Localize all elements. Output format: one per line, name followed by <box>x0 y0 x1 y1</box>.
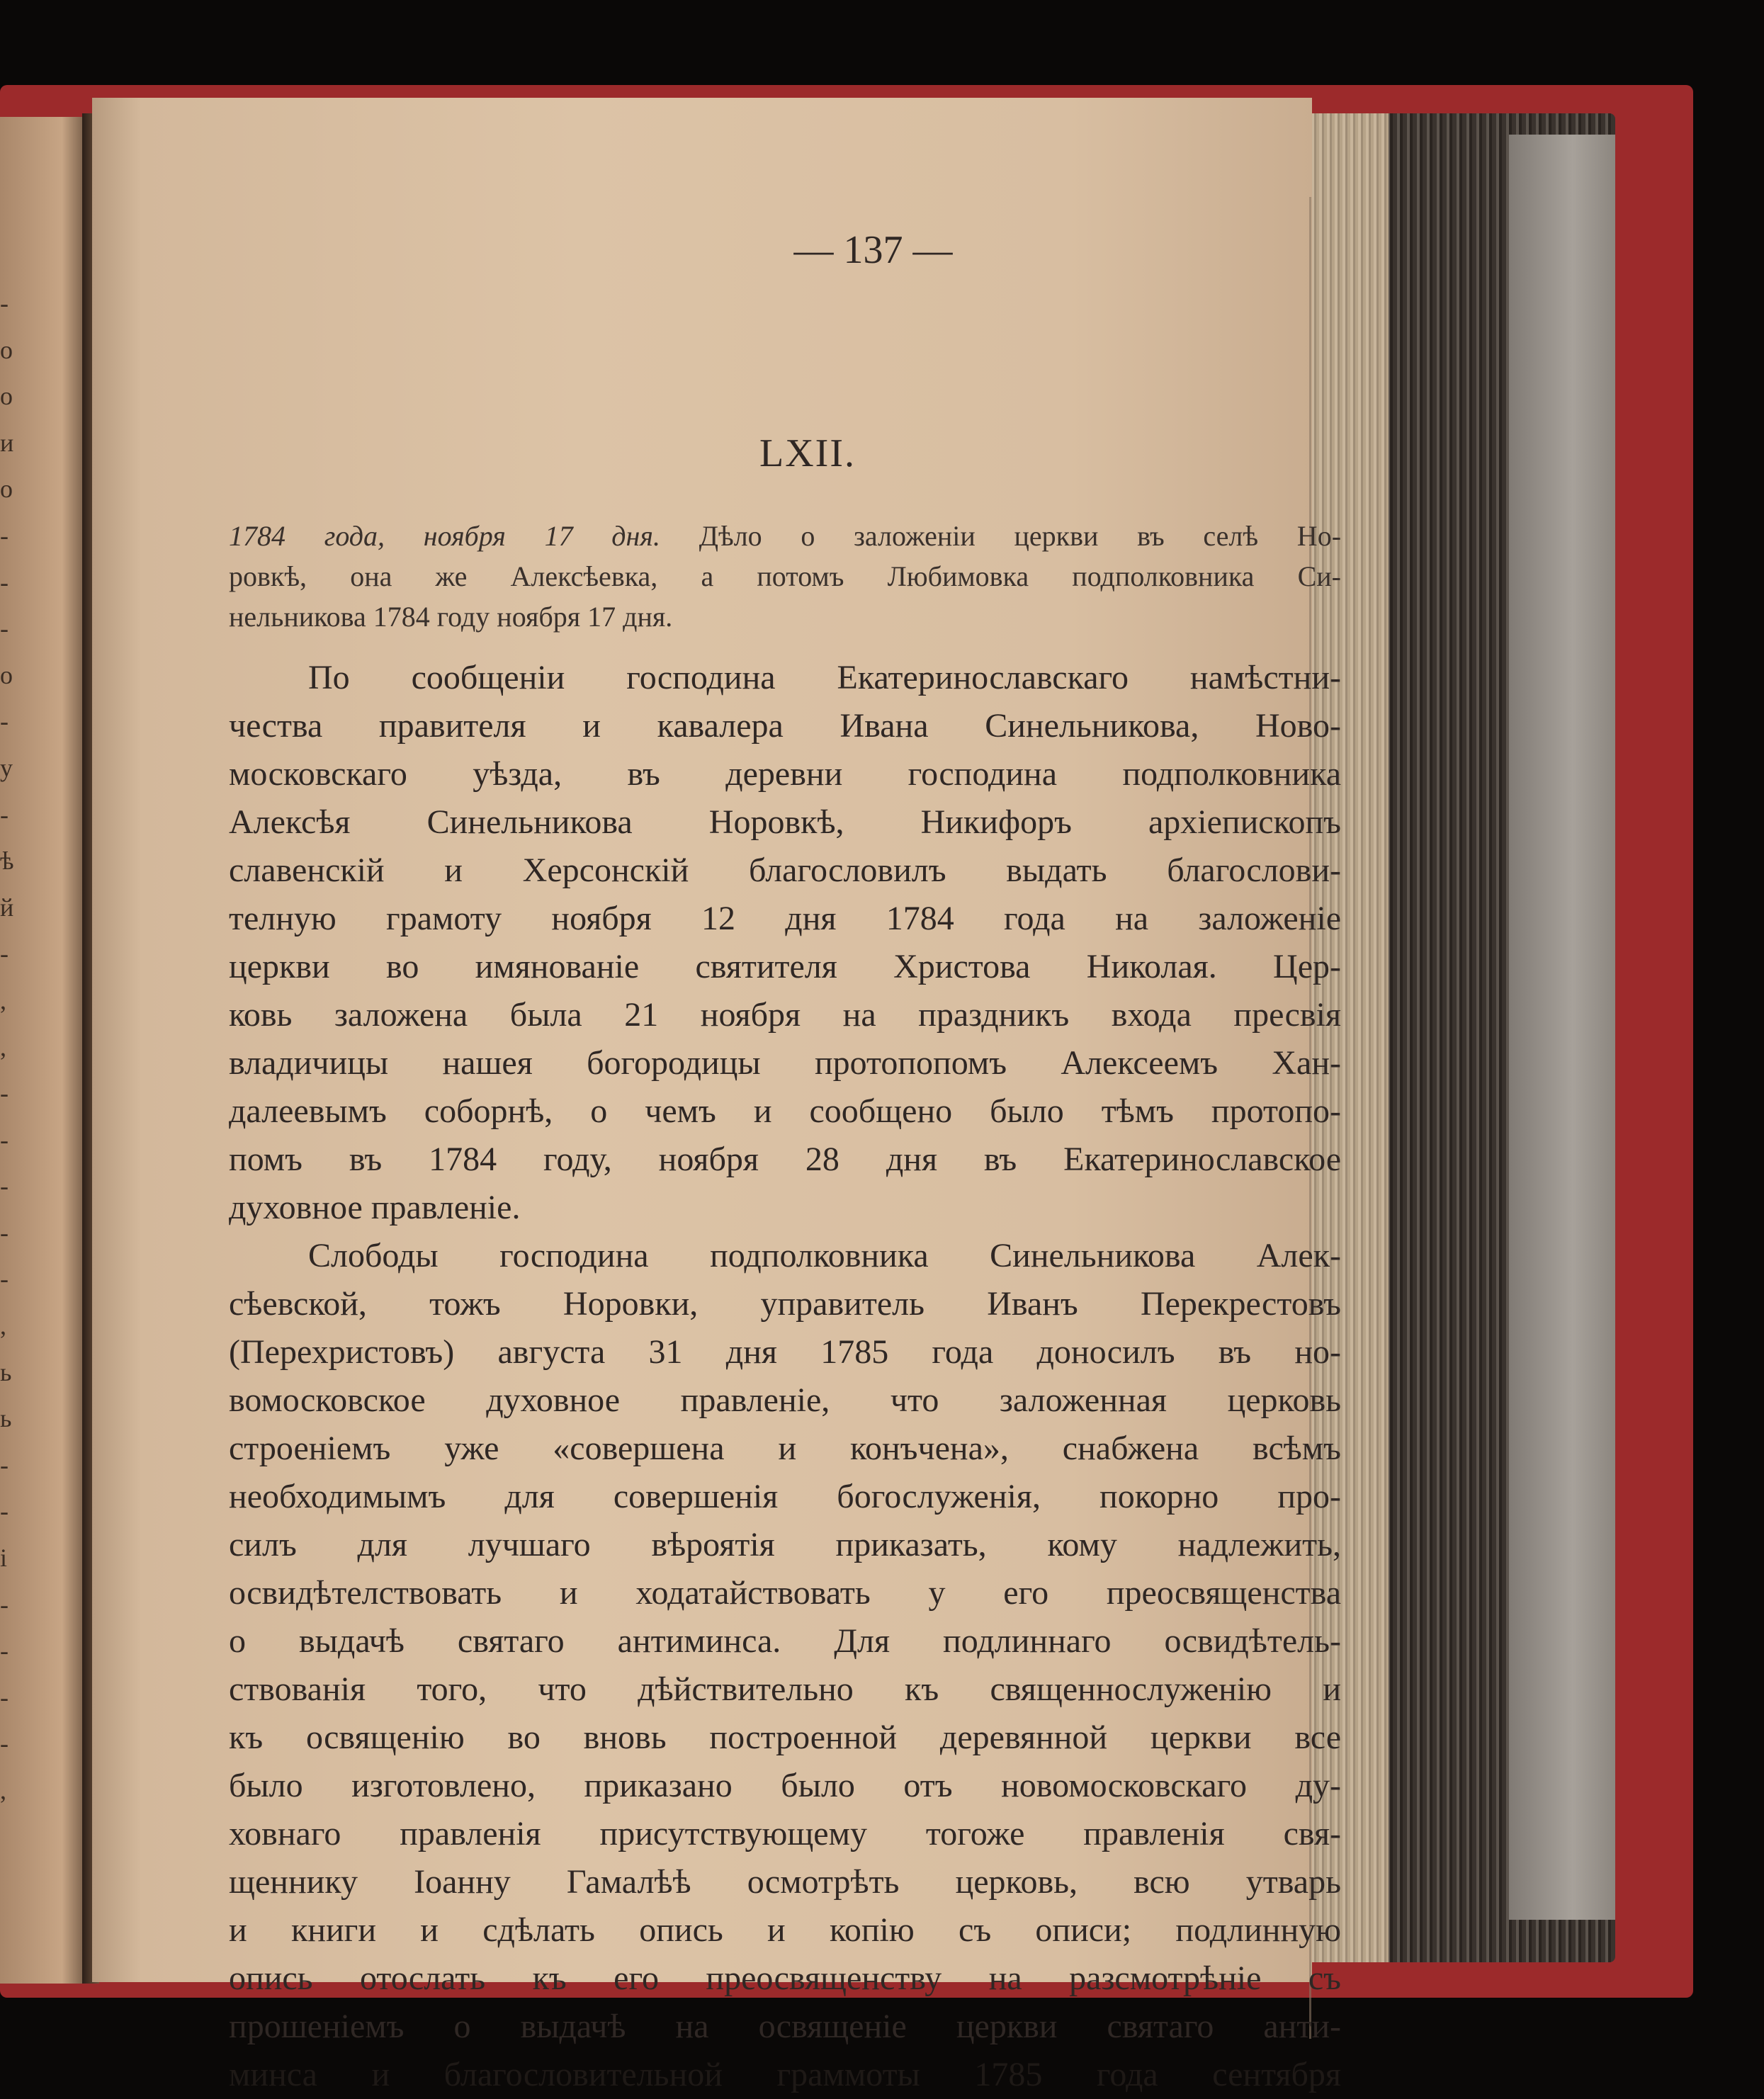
summary-line <box>229 516 1341 556</box>
body-text-line: помъ въ 1784 году, ноября 28 дня въ Екатеринославское <box>229 1141 1341 1178</box>
body-text-line: Слободы господина подполковника Синельникова Алек- <box>308 1237 1341 1274</box>
left-page-char: ь <box>0 1357 12 1386</box>
document-summary <box>229 516 1341 637</box>
body-text-line: (Перехристовъ) августа 31 дня 1785 года доносилъ въ но- <box>229 1333 1341 1371</box>
body-text-line: далеевымъ соборнѣ, о чемъ и сообщено было тѣмъ протопо- <box>229 1092 1341 1130</box>
book-page <box>92 98 1342 2093</box>
left-page-char: - <box>0 1729 9 1758</box>
left-page-char: - <box>0 1590 9 1619</box>
left-page-edge <box>0 117 89 1984</box>
left-page-char: - <box>0 567 9 596</box>
body-text-line: щеннику Іоанну Гамалѣѣ осмотрѣть церковь, всю утварь <box>229 1863 1341 1901</box>
body-text-line: и книги и сдѣлать опись и копію съ описи; подлинную <box>229 1911 1341 1949</box>
left-page-char: - <box>0 1682 9 1712</box>
left-page-char: - <box>0 939 9 968</box>
left-page-char: й <box>0 893 14 922</box>
left-page-char: и <box>0 428 14 457</box>
document-body <box>229 654 1341 2099</box>
left-page-char: - <box>0 521 9 550</box>
left-page-char: , <box>0 1311 6 1340</box>
left-page-characters <box>0 280 28 1814</box>
left-page-char: у <box>0 753 13 782</box>
summary-text: нельникова 1784 году ноября 17 дня. <box>229 601 673 633</box>
left-page-char: - <box>0 1172 9 1201</box>
summary-date: 1784 года, ноября 17 дня. <box>229 520 660 552</box>
summary-text: Дѣло о заложеніи церкви въ селѣ Но- <box>660 520 1342 552</box>
left-page-char: - <box>0 614 9 643</box>
left-page-char: - <box>0 707 9 736</box>
endpaper <box>1509 135 1615 1920</box>
left-page-char: , <box>0 1032 6 1061</box>
body-text-line: ковь заложена была 21 ноября на праздникъ входа пресвія <box>229 996 1341 1034</box>
left-page-char: - <box>0 1450 9 1479</box>
body-text-line: славенскій и Херсонскій благословилъ выдать благослови- <box>229 852 1341 889</box>
left-page-char: , <box>0 985 6 1014</box>
page-number: — 137 — <box>793 228 953 272</box>
body-text-line: чества правителя и кавалера Ивана Синельникова, Ново- <box>229 707 1341 745</box>
summary-text: ровкѣ, она же Алексѣевка, а потомъ Любимовка подполковника Си- <box>229 560 1341 592</box>
body-text-line: ствованія того, что дѣйствительно къ священнослуженію и <box>229 1670 1341 1708</box>
body-text-line: о выдачѣ святаго антиминса. Для подлиннаго освидѣтель- <box>229 1622 1341 1660</box>
section-number: LXII. <box>759 431 856 475</box>
body-text-line: По сообщеніи господина Екатеринославскаго намѣстни- <box>308 659 1341 696</box>
body-text-line: телную грамоту ноября 12 дня 1784 года на заложеніе <box>229 900 1341 937</box>
body-text-line: необходимымъ для совершенія богослуженія, покорно про- <box>229 1478 1341 1515</box>
body-text-line: владичицы нашея богородицы протопопомъ Алексеемъ Хан- <box>229 1044 1341 1082</box>
page-stack-edge <box>1304 113 1615 1962</box>
body-text-line: Алексѣя Синельникова Норовкѣ, Никифоръ архіепископъ <box>229 803 1341 841</box>
body-text-line: ховнаго правленія присутствующему тогоже правленія свя- <box>229 1815 1341 1852</box>
body-text-line: минса и благословительной граммоты 1785 года сентября <box>229 2056 1341 2093</box>
body-text-line: московскаго уѣзда, въ деревни господина подполковника <box>229 755 1341 793</box>
left-page-char: - <box>0 1218 9 1247</box>
left-page-char: і <box>0 1544 8 1573</box>
left-page-char: , <box>0 1776 6 1804</box>
left-page-char: о <box>0 335 13 364</box>
left-page-char: о <box>0 475 13 504</box>
body-text-line: освидѣтелствовать и ходатайствовать у его преосвященства <box>229 1574 1341 1612</box>
left-page-char: - <box>0 1265 9 1294</box>
summary-line <box>229 596 1341 637</box>
left-page-char: ь <box>0 1404 12 1433</box>
body-text-line: было изготовлено, приказано было отъ новомосковскаго ду- <box>229 1767 1341 1804</box>
body-text-line: къ освященію во вновь построенной деревянной церкви все <box>229 1719 1341 1756</box>
summary-line <box>229 556 1341 596</box>
left-page-char: - <box>0 800 9 829</box>
body-text-line: прошеніемъ о выдачѣ на освященіе церкви святаго анти- <box>229 2008 1341 2045</box>
left-page-char: о <box>0 382 13 411</box>
left-page-char: - <box>0 1636 9 1665</box>
left-page-char: - <box>0 1125 9 1154</box>
body-text-line: опись отослать къ его преосвященству на разсмотрѣніе съ <box>229 1959 1341 1997</box>
body-text-line: сѣевской, тожъ Норовки, управитель Иванъ Перекрестовъ <box>229 1285 1341 1323</box>
left-page-char: - <box>0 1497 9 1526</box>
left-page-char: ѣ <box>0 847 14 876</box>
body-text-line: строеніемъ уже «совершена и конъчена», снабжена всѣмъ <box>229 1430 1341 1467</box>
body-text-line: церкви во имянованіе святителя Христова Николая. Цер- <box>229 948 1341 985</box>
left-page-char: - <box>0 1079 9 1108</box>
left-page-char: - <box>0 289 9 317</box>
body-text-line: духовное правленіе. <box>229 1189 521 1226</box>
left-page-char: о <box>0 660 13 689</box>
body-text-line: вомосковское духовное правленіе, что заложенная церковь <box>229 1381 1341 1419</box>
body-text-line: силъ для лучшаго вѣроятія приказать, кому надлежить, <box>229 1526 1341 1563</box>
